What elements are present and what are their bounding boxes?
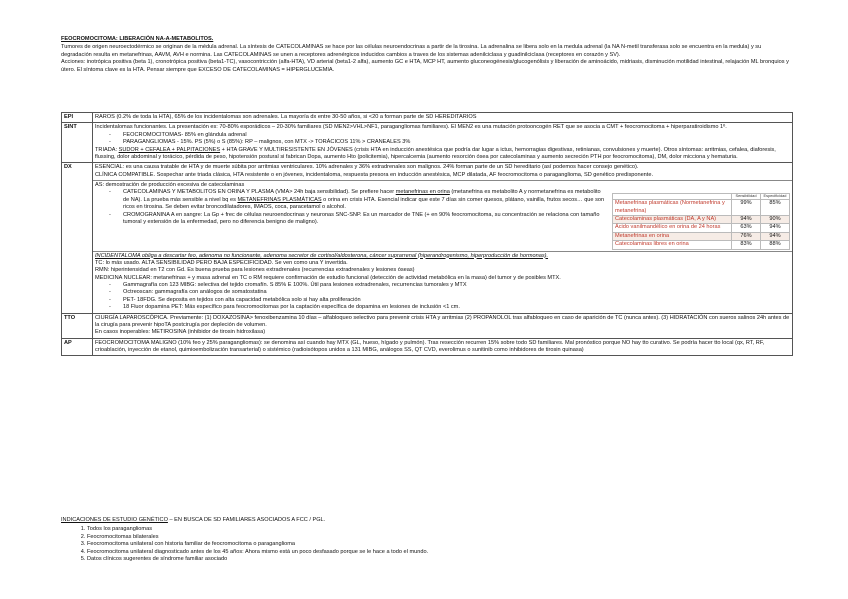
genetic-section [61,517,791,563]
genetic-subtitle: – EN BUSCA DE SD FAMILIARES ASOCIADOS A FCC / PGL. [167,517,326,523]
table-row-epi [62,113,793,123]
list-item: - Gammagrafía con 123 MIBG: selectiva del tejido cromafín. S 85% E 100%. Útil para lesiones extradrenales, recurrencias tumorales y MTX [123,282,790,289]
cat-text-a: CATECOLAMINAS Y METABOLITOS EN ORINA Y PLASMA (VMA> 24h baja sensibilidad). Se prefiere hacer [123,189,396,196]
dx-as-title: AS: demostración de producción excesiva de catecolaminas [95,182,245,188]
spec-value: 90% [761,216,790,224]
dx-lab-flex [95,189,790,249]
sint-cell [93,123,793,163]
table-row [613,241,790,249]
sens-header-cell: Especificidad [761,194,790,200]
row-label-epi: EPI [62,113,93,123]
list-item: 4. Feocromocitoma unilateral diagnosticado antes de los 45 años: Ahora mismo está un poco desfasado porque se le hace a todo el mundo. [87,549,791,556]
sens-label: Metanefrinas en orina [613,232,732,240]
table-row [613,232,790,240]
list-item: - CROMOGRANINA A en sangre: La Gp + frec de células neuroendocrinas y neuronas SNC-SNP. Es un marcador de TNE (+ en 90% feocromocitoma, su concentración se relaciona con tamaño tumoral y extensión de la enfermedad, pero no diferencia benigno de maligno). [123,212,606,227]
ap-text: FEOCROMOCITOMA MALIGNO (10% feo y 25% paragangliomas): se denomina así cuando hay MTX (GL, hueso, hígado y pulmón). Tras resección recurren 15% sobre todo SD familiares. Mal pronóstico porque NO hay tto curativo. Se podría hacer tto local (qx, RT, RF, crioablación, inyección de etanol, quimioembolización transarterial) o sistémico (radioisótopos unidos a 131 MIBG, análogos SS, QT CVD, everolimus o sunitinib como inhibidores de tirosin quinasa) [93,338,793,356]
dx-essential: ESENCIAL: es una causa tratable de HTA y de muerte súbita por arritmias ventriculares. 10% adrenales y 36% extradrenales son malignos. 24% forman parte de un SD hereditario (así podemos hacer consejo genético). [95,164,639,171]
nuclear-medicine-text: MEDICINA NUCLEAR: metanefrinas + y masa adrenal en TC o RM requiere confirmación de estudio funcional (detección de actividad metabólica en la masa) del tumor y de posibles MTX. [95,274,561,281]
sensitivity-table [612,193,790,249]
list-item: - 18 Fluor dopamina PET: Más específico para feocromocitomas por la captación específica de dopamina en lesiones de inclusión <1 cm. [123,304,790,311]
sens-label: Catecolaminas plasmáticas (DA, A y NA) [613,216,732,224]
epi-text: RAROS (0.2% de toda la HTA), 65% de los incidentalomas son adrenales. La mayoría dx entre 30-50 años, si <20 a forman parte de SD HEREDITARIOS [93,113,793,123]
list-item: - PET- 18FDG. Se deposita en tejidos con alta capacidad metabólica solo si hay alta proliferación [123,297,790,304]
sens-value: 83% [732,241,761,249]
spec-value: 85% [761,200,790,216]
intro-section [61,36,791,74]
cat-text-c: o orina en crisis HTA. Esencial indicar que este 7 días sin comer quesos, plátano, vainilla, frutos secos… que son ricos en tirosina. Se deben evitar broncodilatadores, IMAOS, coca, paracetamol o alcohol. [123,196,605,211]
dx-imaging-section [93,251,792,312]
row-label-sint: SINT [62,123,93,163]
list-item: - Octreoscan: gammagrafía con análogos de somatostatina [123,289,790,296]
rmn-text: RMN: hiperintensidad en T2 con Gd. Es buena prueba para lesiones extradrenales (recurrencias extradrenales y lesiones óseas) [95,267,415,274]
table-row-ap [62,338,793,356]
triada-text [95,147,790,162]
dx-clinica: CLÍNICA COMPATIBLE. Sospechar ante triada clásica, HTA resistente o en jóvenes, incidentaloma, respuesta presora en inducción anestésica, MCP dilatada, AF feocromocitoma o paraganglioma, SD genético predisponente. [95,171,654,178]
sens-header-cell: Sensibilidad [732,194,761,200]
row-label-dx: DX [62,163,93,313]
list-item: - FEOCROMOCITOMAS- 85% en glándula adrenal [123,132,790,139]
table-row-sint [62,123,793,163]
list-item: 1. Todos los paragangliomas [87,526,791,533]
sens-value: 99% [732,200,761,216]
sens-label: Ácido vanilmandélico en orina de 24 horas [613,224,732,232]
sens-label: Metanefrinas plasmáticas (Normetanefrina y metanefrina) [613,200,732,216]
dx-lab-section [93,180,792,250]
sens-value: 76% [732,232,761,240]
table-row [613,200,790,216]
table-row [613,216,790,224]
table-row-dx [62,163,793,313]
nuclear-bullets [95,282,790,312]
row-label-tto: TTO [62,313,93,338]
list-item: 3. Feocromocitoma unilateral con historia familiar de feocromocitoma o paraganglioma [87,541,791,548]
spec-value: 94% [761,224,790,232]
row-label-ap: AP [62,338,93,356]
table-row [613,224,790,232]
sens-label: Catecolaminas libres en orina [613,241,732,249]
tto-cell [93,313,793,338]
dx-lab-left [95,189,606,249]
sens-value: 63% [732,224,761,232]
dx-lab-bullets [95,189,606,226]
sens-value: 94% [732,216,761,224]
triada-highlight: SUDOR + CEFALEA + PALPITACIONES [118,146,221,153]
table-row-tto [62,313,793,338]
list-item [123,189,606,211]
genetic-title: INDICACIONES DE ESTUDIO GENÉTICO [61,517,168,523]
intro-paragraph: Tumores de origen neuroectodérmico se originan de la médula adrenal. La síntesis de CATECOLAMINAS se hace por las células neuroendocrinas a partir de la tirosina. La adrenalina se libera solo en la medula adrenal (la NA N-metil transferasa solo se encuentra en la medula) y su degradación resulta en metanefrinas, AAVM, AVH e normina. Las CATECOLAMINAS se unen a receptores adrenérgicos inducidos cambios a traves de los sistemas adenilciclasa y guadinilciclasa (receptores en corazón y SV). [61,44,762,58]
incidentaloma-note: INCIDENTALOMA obliga a descartar feo, adenoma no funcionante, adenoma secretor de cortisol/aldosterona, cáncer suprarrenal (hiperandrogenismo, hiperproducción de hormonas). [95,252,549,259]
document-title: FEOCROMOCITOMA: LIBERACIÓN NA-A-METABOLITOS. [61,36,214,42]
genetic-list [61,526,791,563]
cat-text-b: (metanefrina es metabolito A y normetanefrina es metabolito de NA). La prueba más sensible a nivel bq es [123,189,601,203]
tto-text-2: En casos inoperables: METIROSINA (inhibidor de tirosin hidroxilasa) [95,329,266,336]
triada-prefix: TRIADA: [95,146,119,153]
spec-value: 88% [761,241,790,249]
summary-table [61,112,793,356]
actions-paragraph: Acciones: inotrópica positiva (beta 1), cronotrópica positiva (beta1-TC), vasocontricción (alfa-HTA), VD arterial (beta1-2 alfa), aumento GC e HTA, MCP HT, aumento gluconeogénesis/glucogenólisis y liberación de aminoácido, midriasis, disminución motilidad intestinal, relajación ML bronquios y útero. El síntoma clave es la HTA. Pensar siempre que EXCESO DE CATECOLAMINAS = HIPERGLUCEMIA. [61,59,789,73]
triada-rest: + HTA GRAVE Y MULTIRESISTENTE EN JÓVENES (crisis HTA en inducción anestésica que podría dar lugar a ictus, hemorragias digestivas, retinianas, convulsiones y muerte). Otros síntomas: arritmias, cefalea, diaforesis, flussing, dolor abdominal y torácico, pérdida de peso, hipotensión postural si fabrican Dopa, aumento Hto (policitemia), hipercalcemia (aumento resorción ósea por catecolaminas y aumento secreción PTH por feocromocitoma), DM, dolor micciona y hematuria. [95,146,776,160]
tto-text-1: CIURGÍA LAPAROSCÓPICA. Previamente: (1) DOXAZOSINA> fenoxibenzamina 10 días – alfabloqueo selectivo para prevenir crisis HTA y arritmias (2) PROPANOLOL tras alfabloqueo en caso de aparición de TC (nunca antes). (3) HIDRATACIÓN con sueros salinos 24h antes de la cirugía para prevenir hipoTA postcirugía por depleción de volumen. [95,314,790,328]
cat-highlight-2: METANEFRINAS PLASMÁTICAS [237,196,322,203]
sint-bullets [95,132,790,147]
spec-value: 94% [761,232,790,240]
list-item: 5. Datos clínicos sugerentes de síndrome familiar asociado [87,556,791,563]
list-item: - PARAGANGLIOMAS - 15%. PS (5%) o S (85%): RP – malignos, con MTX -> TORÁCICOS 11% > CRANEALES 3% [123,139,790,146]
genetic-heading [61,517,791,524]
sint-intro: Incidentalomas funcionantes. La presentación es: 70-80% esporádicos – 20-30% familiares (SD MEN2>VHL>NF1, paragangliomas familiares). El MEN2 es una mutación protooncogén RET que se asocia a CMT + feocromocitoma + hiperparatiroidismo 1º. [95,124,727,131]
cat-highlight-1: metanefrinas en orina [395,189,450,196]
dx-cell [93,163,793,313]
list-item: 2. Feocromocitomas bilaterales [87,534,791,541]
tc-text: TC: lo más usado. ALTA SENSIBILIDAD PERO BAJA ESPECIFICIDAD. Se ven como una Y invertida. [95,259,348,266]
